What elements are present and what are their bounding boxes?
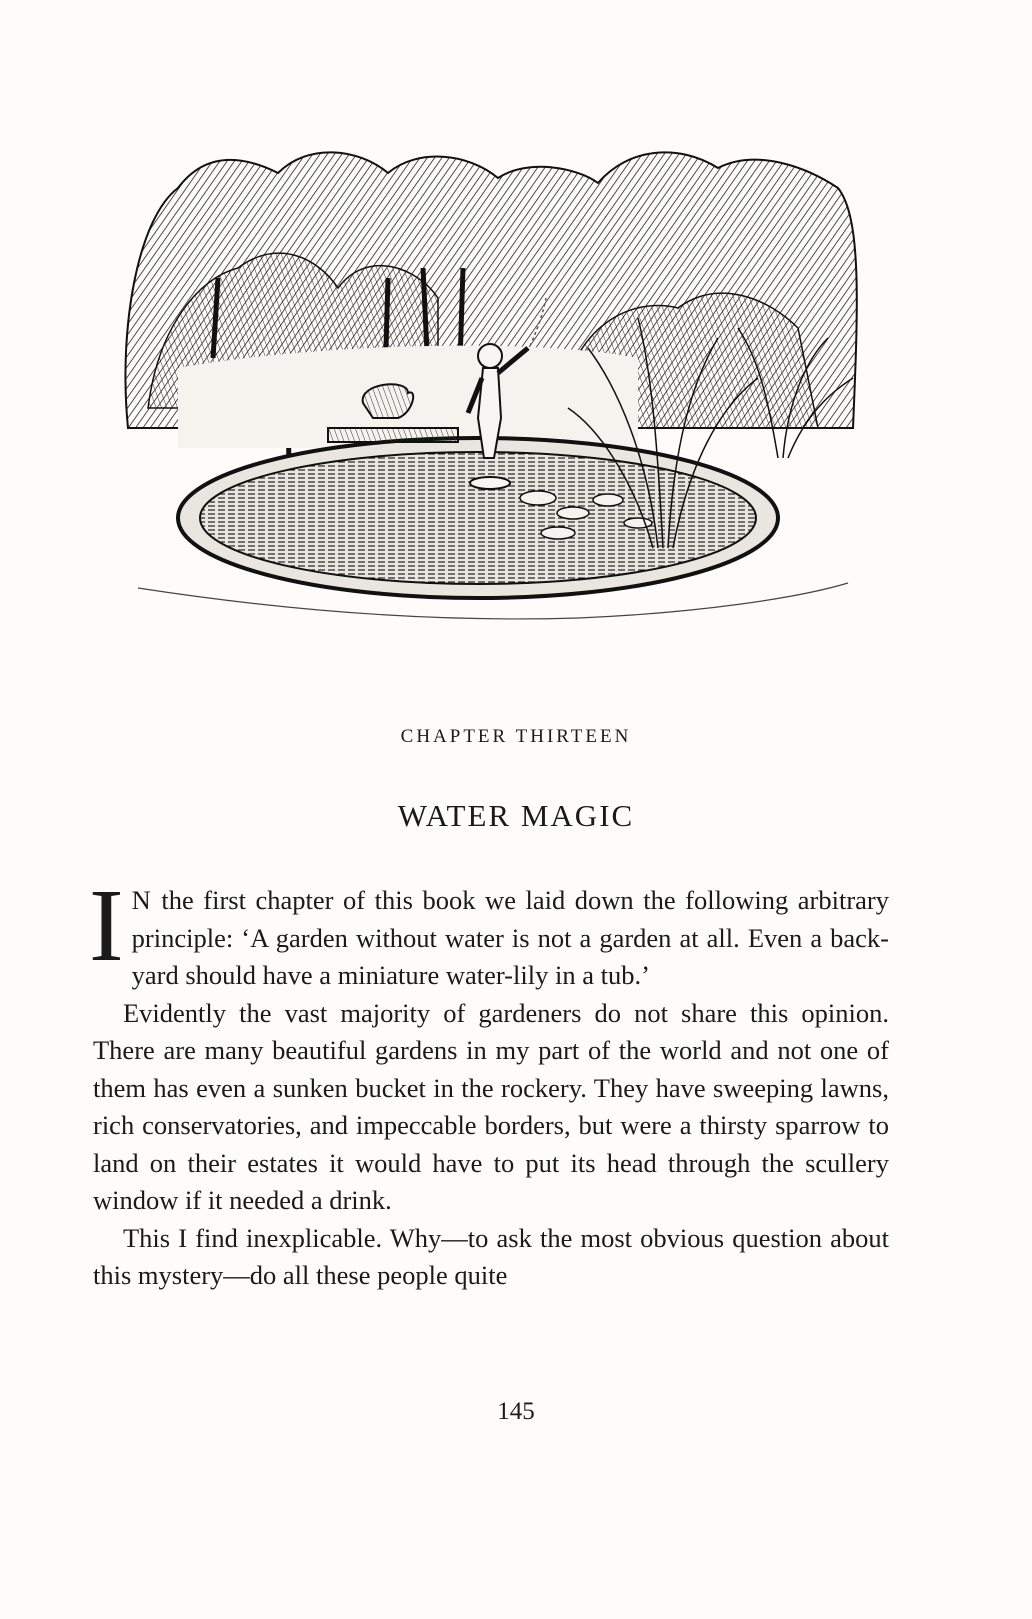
drop-cap: I: [89, 868, 124, 983]
chapter-label: CHAPTER THIRTEEN: [400, 726, 632, 747]
paragraph: [89, 868, 889, 995]
garden-pond-engraving: [118, 128, 862, 658]
first-word: N: [131, 885, 152, 915]
chapter-title: WATER MAGIC: [397, 798, 635, 833]
paragraph: Evidently the vast majority of gardeners do not share this opinion. There are many beautiful gardens in my part of the world and not one of them has even a sunken bucket in the rockery. They have sweeping lawns, rich conservatories, and impeccable borders, but were a thirsty sparrow to land on their estates it would have to put its head through the scullery window if it needed a drink.: [93, 997, 889, 1215]
body-text: [89, 868, 889, 1295]
paragraph-text: the first chapter of this book we laid down the following arbitrary principle: ‘A garden without water is not a garden at all. Even a back-yard should have a miniature water-lily in a tub.’: [131, 885, 889, 990]
page-number: 145: [497, 1398, 535, 1425]
paragraph: This I find inexplicable. Why—to ask the most obvious question about this mystery—do all these people quite: [93, 1222, 889, 1290]
